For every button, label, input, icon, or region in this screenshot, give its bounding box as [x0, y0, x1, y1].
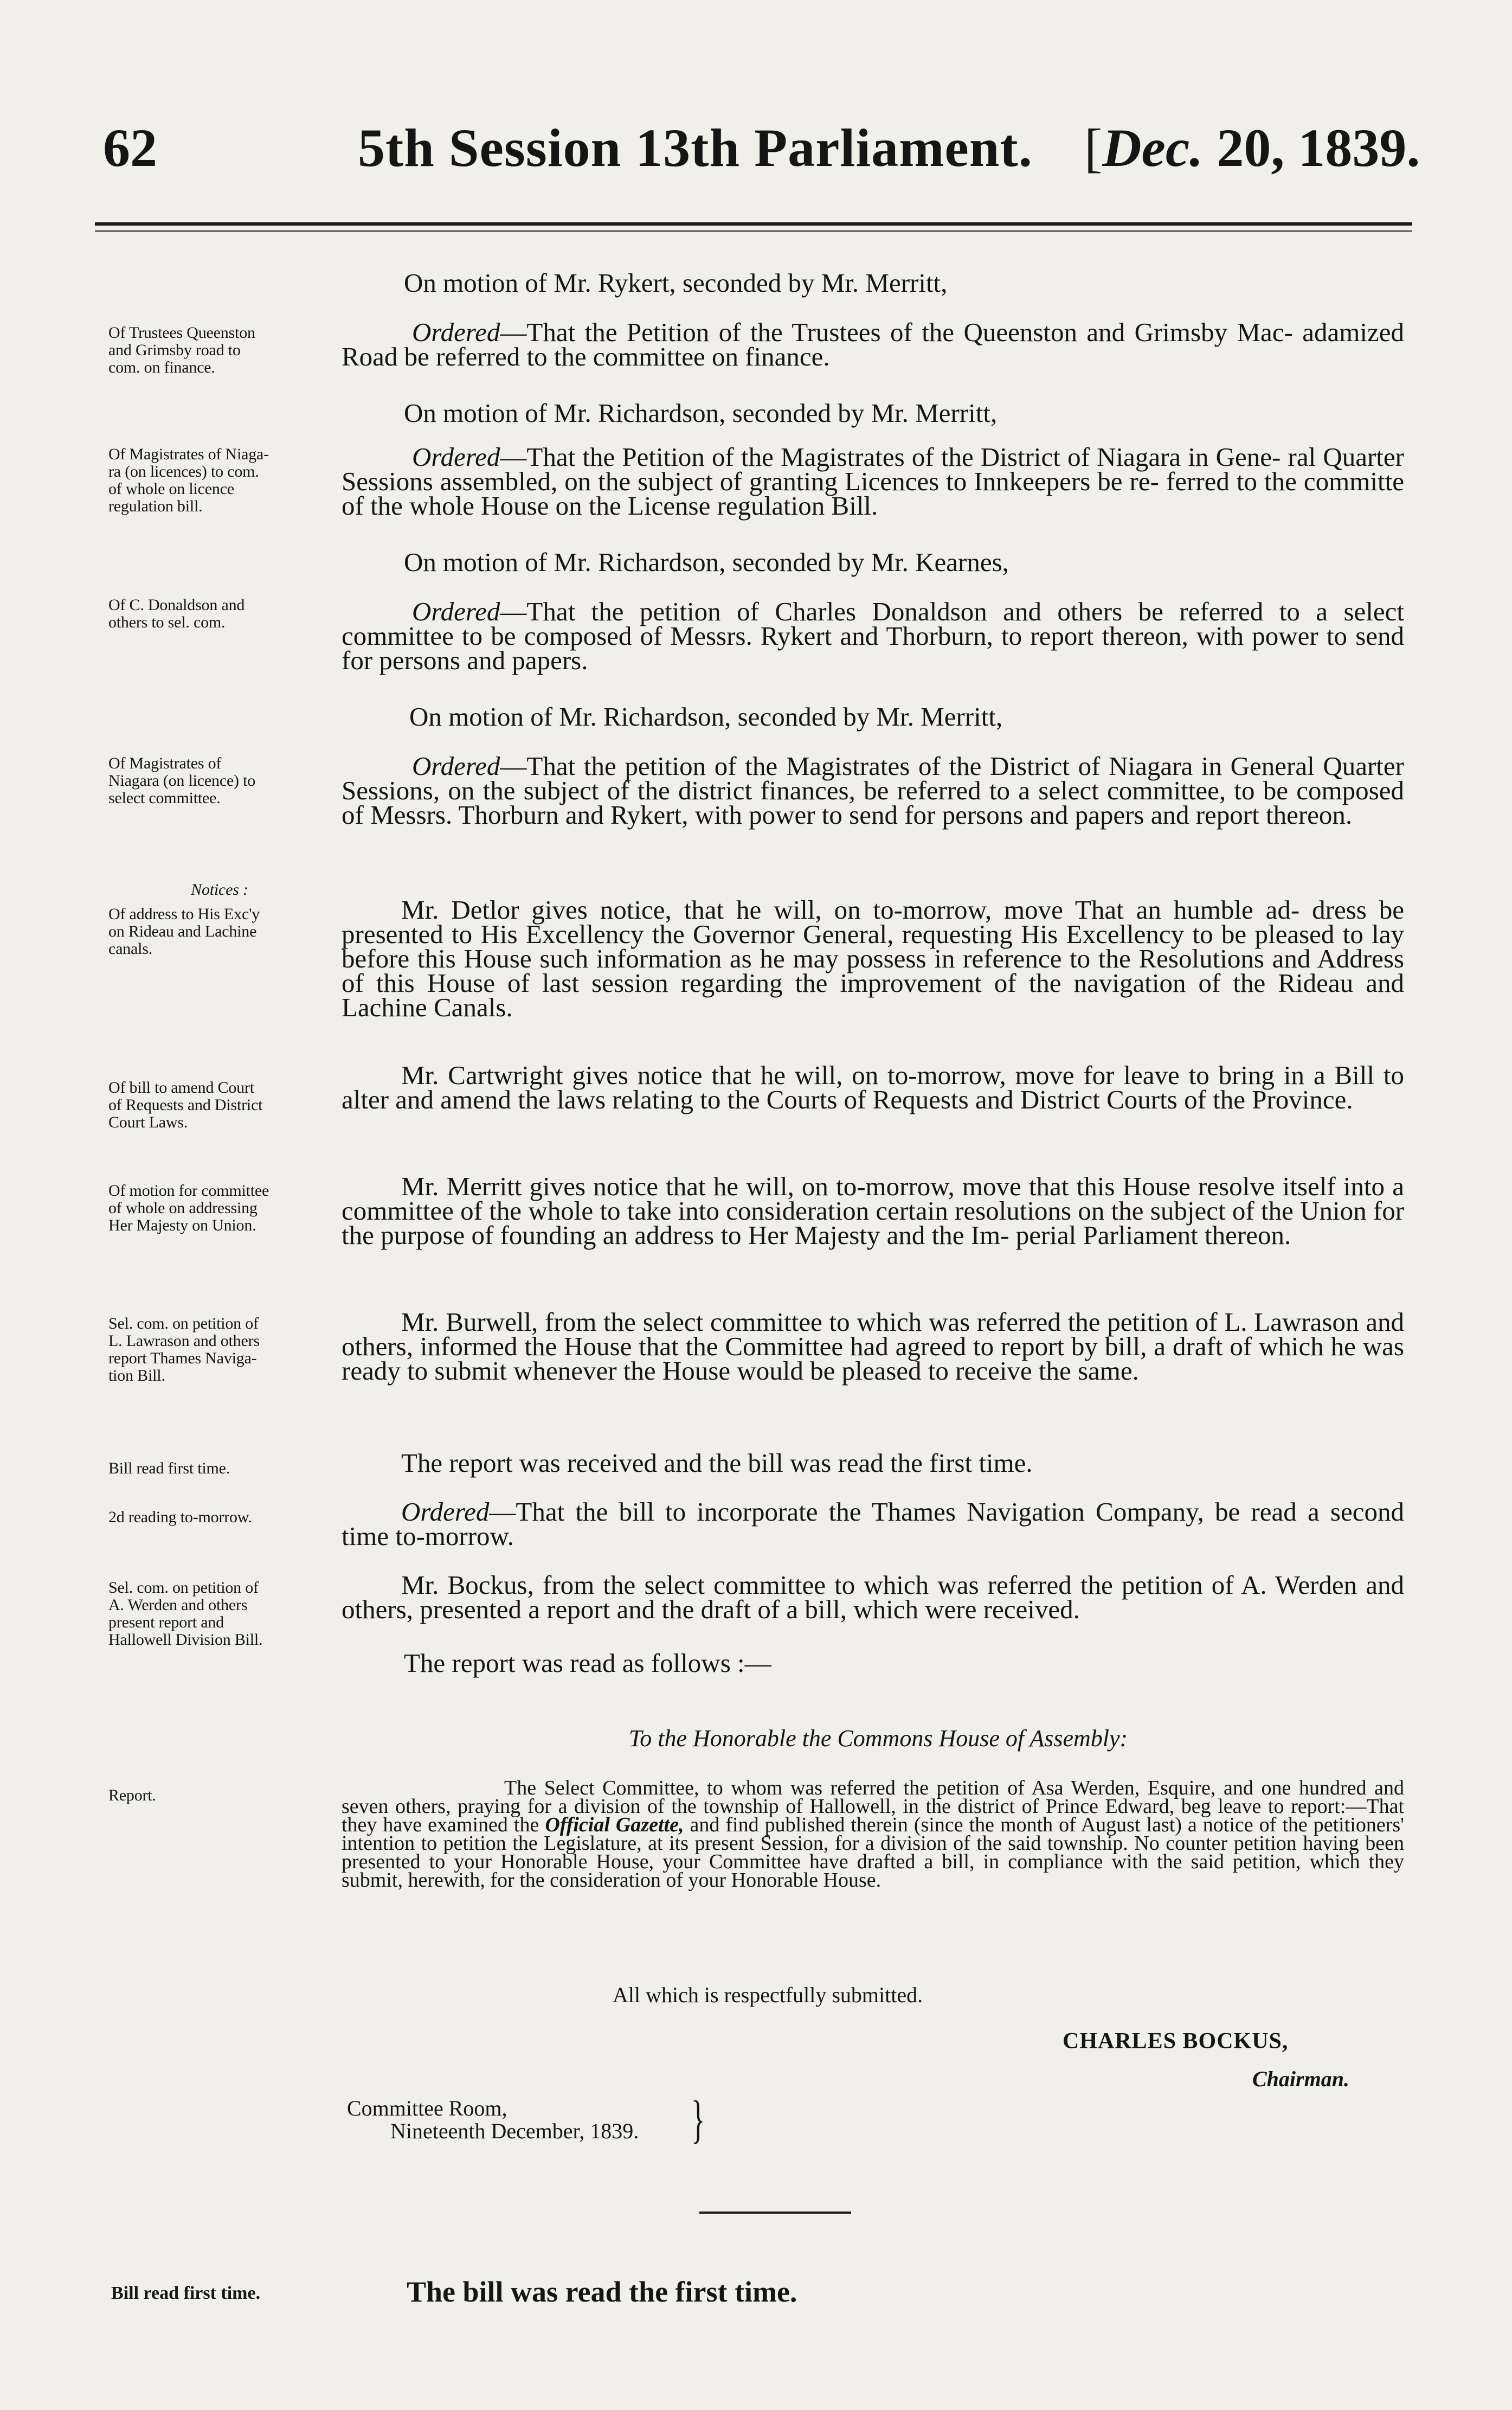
margin-line: ra (on licences) to com.	[108, 463, 259, 480]
margin-note	[108, 597, 331, 631]
margin-line: Of address to His Exc'y	[108, 905, 260, 923]
notice-paragraph	[342, 1060, 1404, 1114]
signer-role: Chairman.	[1252, 2067, 1349, 2091]
notice-paragraph	[342, 1448, 1404, 1478]
para-line: ral Quarter Sessions assembled, on the subject of granting Licences to Innkeepers be re-	[342, 442, 1404, 496]
page-title: 5th Session 13th Parliament.	[358, 118, 1033, 178]
para-line: Quarter Sessions, on the subject of the district finances, be referred to a select committee,	[342, 751, 1404, 805]
para-line: —That the Petition of the Magistrates of the District of Niagara in Gene-	[500, 442, 1281, 472]
para-line: adamized Road be referred to the committee on finance.	[342, 317, 1404, 371]
ordered-word: Ordered	[412, 597, 500, 626]
ordered-paragraph	[342, 442, 1404, 521]
para-line: subject of the Union for the purpose of founding an address to Her Majesty and the Im-	[342, 1196, 1405, 1250]
margin-line: Of bill to amend Court	[108, 1079, 254, 1097]
para-line: to be pleased to lay before this House such information as he may possess in reference to	[342, 919, 1404, 973]
report-date: Nineteenth December, 1839.	[390, 2119, 639, 2143]
ordered-word: Ordered	[412, 317, 500, 347]
para-line: Werden and others, presented a report and the draft of a bill, which were received.	[342, 1570, 1405, 1624]
margin-line: present report and	[108, 1613, 224, 1631]
margin-line: and Grimsby road to	[108, 341, 241, 359]
report-body	[342, 1777, 1404, 1892]
margin-line: others to sel. com.	[108, 613, 226, 631]
para-line: The report was received and the bill was read the first time.	[401, 1448, 1033, 1478]
para-line: dress be presented to His Excellency the Governor General, requesting His Excellency	[342, 895, 1405, 949]
para-line: —That the bill to incorporate the Thames Navigation Company, be read a	[489, 1497, 1320, 1527]
para-line: Lawrason and others, informed the House that the Committee had agreed to report by	[342, 1307, 1405, 1361]
brace-mark: }	[691, 2090, 705, 2148]
notice-paragraph	[342, 1570, 1405, 1624]
margin-line: A. Werden and others	[108, 1596, 248, 1614]
margin-note	[108, 1460, 331, 1477]
margin-note	[108, 1079, 331, 1131]
margin-line: Her Majesty on Union.	[108, 1216, 256, 1234]
margin-note	[108, 1182, 331, 1234]
margin-line: on Rideau and Lachine	[108, 922, 257, 940]
margin-line: Of motion for committee	[108, 1182, 269, 1200]
report-heading: To the Honorable the Commons House of Assembly:	[628, 1725, 1128, 1752]
signer-name: CHARLES BOCKUS,	[1063, 2029, 1289, 2054]
margin-line: of whole on licence	[108, 480, 234, 498]
page-date	[1084, 117, 1420, 179]
margin-line: Sel. com. on petition of	[108, 1579, 259, 1597]
margin-note	[108, 1315, 331, 1385]
closing-rule	[699, 2212, 851, 2214]
margin-line: of whole on addressing	[108, 1199, 258, 1217]
margin-line: L. Lawrason and others	[108, 1332, 260, 1350]
margin-line: Sel. com. on petition of	[108, 1315, 259, 1332]
para-line: papers and report thereon.	[1075, 800, 1353, 830]
para-line: Mr. Merritt gives notice that he will, on to-morrow, move that this House resolve	[401, 1171, 1275, 1201]
margin-line: select committee.	[108, 789, 221, 807]
para-line: second time to-morrow.	[342, 1497, 1404, 1551]
margin-line: canals.	[108, 940, 153, 958]
para-line: a Bill to alter and amend the laws relating to the Courts of Requests and District Courts	[342, 1060, 1404, 1114]
ordered-word: Ordered	[401, 1497, 490, 1527]
margin-line: Hallowell Division Bill.	[108, 1631, 263, 1649]
margin-line: tion Bill.	[108, 1367, 165, 1385]
header-rule-thin	[95, 230, 1412, 232]
margin-line: of Requests and District	[108, 1096, 263, 1114]
motion-line: On motion of Mr. Richardson, seconded by Mr. Merritt,	[404, 398, 998, 428]
gazette-name: Official Gazette,	[545, 1813, 684, 1836]
ordered-word: Ordered	[412, 442, 500, 472]
para-line: the navigation of the Rideau and Lachine Canals.	[342, 968, 1404, 1022]
notice-paragraph	[342, 1171, 1405, 1250]
notice-paragraph	[342, 1497, 1404, 1551]
notice-paragraph	[342, 895, 1405, 1022]
margin-note	[108, 906, 331, 958]
report-submitted: All which is respectfully submitted.	[613, 1983, 923, 2007]
final-line: The bill was read the first time.	[407, 2276, 797, 2308]
para-line: receive the same.	[955, 1356, 1139, 1386]
date-bracket: [	[1084, 118, 1103, 178]
para-line: Mr. Burwell, from the select committee to which was referred the petition of L.	[401, 1307, 1247, 1337]
ordered-paragraph	[342, 317, 1404, 371]
para-line: —That the petition of Charles Donaldson and others be referred to a select	[500, 597, 1404, 626]
margin-line: report Thames Naviga-	[108, 1349, 257, 1367]
report-text: and find published therein (since the month of August last) a notice of the petitioners' intention to petition the Legislature, at its present Session, for a division of the said township. No counter petition having been presented to your Honorable House, your Committee have drafted a bill, in compliance with the said petition, which they submit, herewith, for the consideration of your Honorable House.	[342, 1813, 1404, 1892]
para-line: itself into a committee of the whole to take into consideration certain resolutions on the	[342, 1171, 1404, 1226]
motion-line: On motion of Mr. Richardson, seconded by Mr. Merritt,	[409, 702, 1003, 732]
report-location: Committee Room,	[347, 2096, 507, 2120]
page-number: 62	[103, 118, 157, 178]
para-line: Mr. Cartwright gives notice that he will, on to-morrow, move for leave to bring in	[401, 1060, 1304, 1090]
para-line: perial Parliament thereon.	[1015, 1220, 1291, 1250]
notices-label: Notices :	[191, 881, 248, 899]
final-margin-note: Bill read first time.	[111, 2283, 261, 2303]
margin-note	[108, 324, 331, 376]
header-rule-thick	[95, 222, 1412, 226]
motion-line: On motion of Mr. Richardson, seconded by Mr. Kearnes,	[404, 547, 1009, 577]
date-day-year: 20, 1839.	[1217, 118, 1420, 178]
para-line: power to send for persons and papers.	[342, 621, 1405, 675]
para-line: ferred to the committe of the whole House on the License regulation Bill.	[342, 466, 1404, 521]
ordered-word: Ordered	[412, 751, 500, 781]
margin-line: Court Laws.	[108, 1113, 188, 1131]
para-line: to be composed of Messrs. Thorburn and Rykert, with power to send for persons and	[342, 775, 1404, 830]
margin-line: Bill read first time.	[108, 1459, 230, 1477]
margin-line: Of Magistrates of	[108, 754, 222, 772]
margin-line: 2d reading to-morrow.	[108, 1508, 252, 1526]
margin-note	[108, 755, 331, 807]
para-line: of the Province.	[1184, 1085, 1353, 1114]
para-line: —That the petition of the Magistrates of the District of Niagara in General	[500, 751, 1315, 781]
ordered-paragraph	[342, 597, 1405, 675]
report-text: The Select Committee, to whom was referred the petition of Asa Werden, Esquire, and one hundred and seven others, praying for a division of the township of Hallowell, in the district of Prince Edward, beg leave to report:—That they have examined the	[342, 1777, 1404, 1836]
ordered-paragraph	[342, 751, 1404, 830]
para-line: committee to be composed of Messrs. Rykert and Thorburn, to report thereon, with	[342, 621, 1244, 651]
margin-note	[108, 1509, 331, 1526]
margin-line: regulation bill.	[108, 497, 203, 515]
report-intro: The report was read as follows :—	[404, 1648, 771, 1678]
margin-line: com. on finance.	[108, 358, 215, 376]
margin-line: Of C. Donaldson and	[108, 596, 245, 614]
margin-line: Niagara (on licence) to	[108, 772, 256, 790]
para-line: Mr. Detlor gives notice, that he will, on to-morrow, move That an humble ad-	[401, 895, 1300, 925]
motion-line: On motion of Mr. Rykert, seconded by Mr. Merritt,	[404, 268, 948, 298]
margin-line: Of Trustees Queenston	[108, 324, 255, 342]
margin-line: Of Magistrates of Niaga-	[108, 445, 269, 463]
report-margin: Report.	[108, 1786, 156, 1804]
margin-note	[108, 1579, 331, 1649]
para-line: Mr. Bockus, from the select committee to which was referred the petition of A.	[401, 1570, 1267, 1600]
date-month: Dec.	[1102, 118, 1204, 178]
margin-note	[108, 446, 331, 515]
para-line: the Resolutions and Address of this House of last session regarding the improvement of	[342, 944, 1404, 998]
para-line: bill, a draft of which he was ready to submit whenever the House would be pleased to	[342, 1331, 1405, 1386]
notice-paragraph	[342, 1307, 1405, 1386]
para-line: —That the Petition of the Trustees of the Queenston and Grimsby Mac-	[500, 317, 1293, 347]
